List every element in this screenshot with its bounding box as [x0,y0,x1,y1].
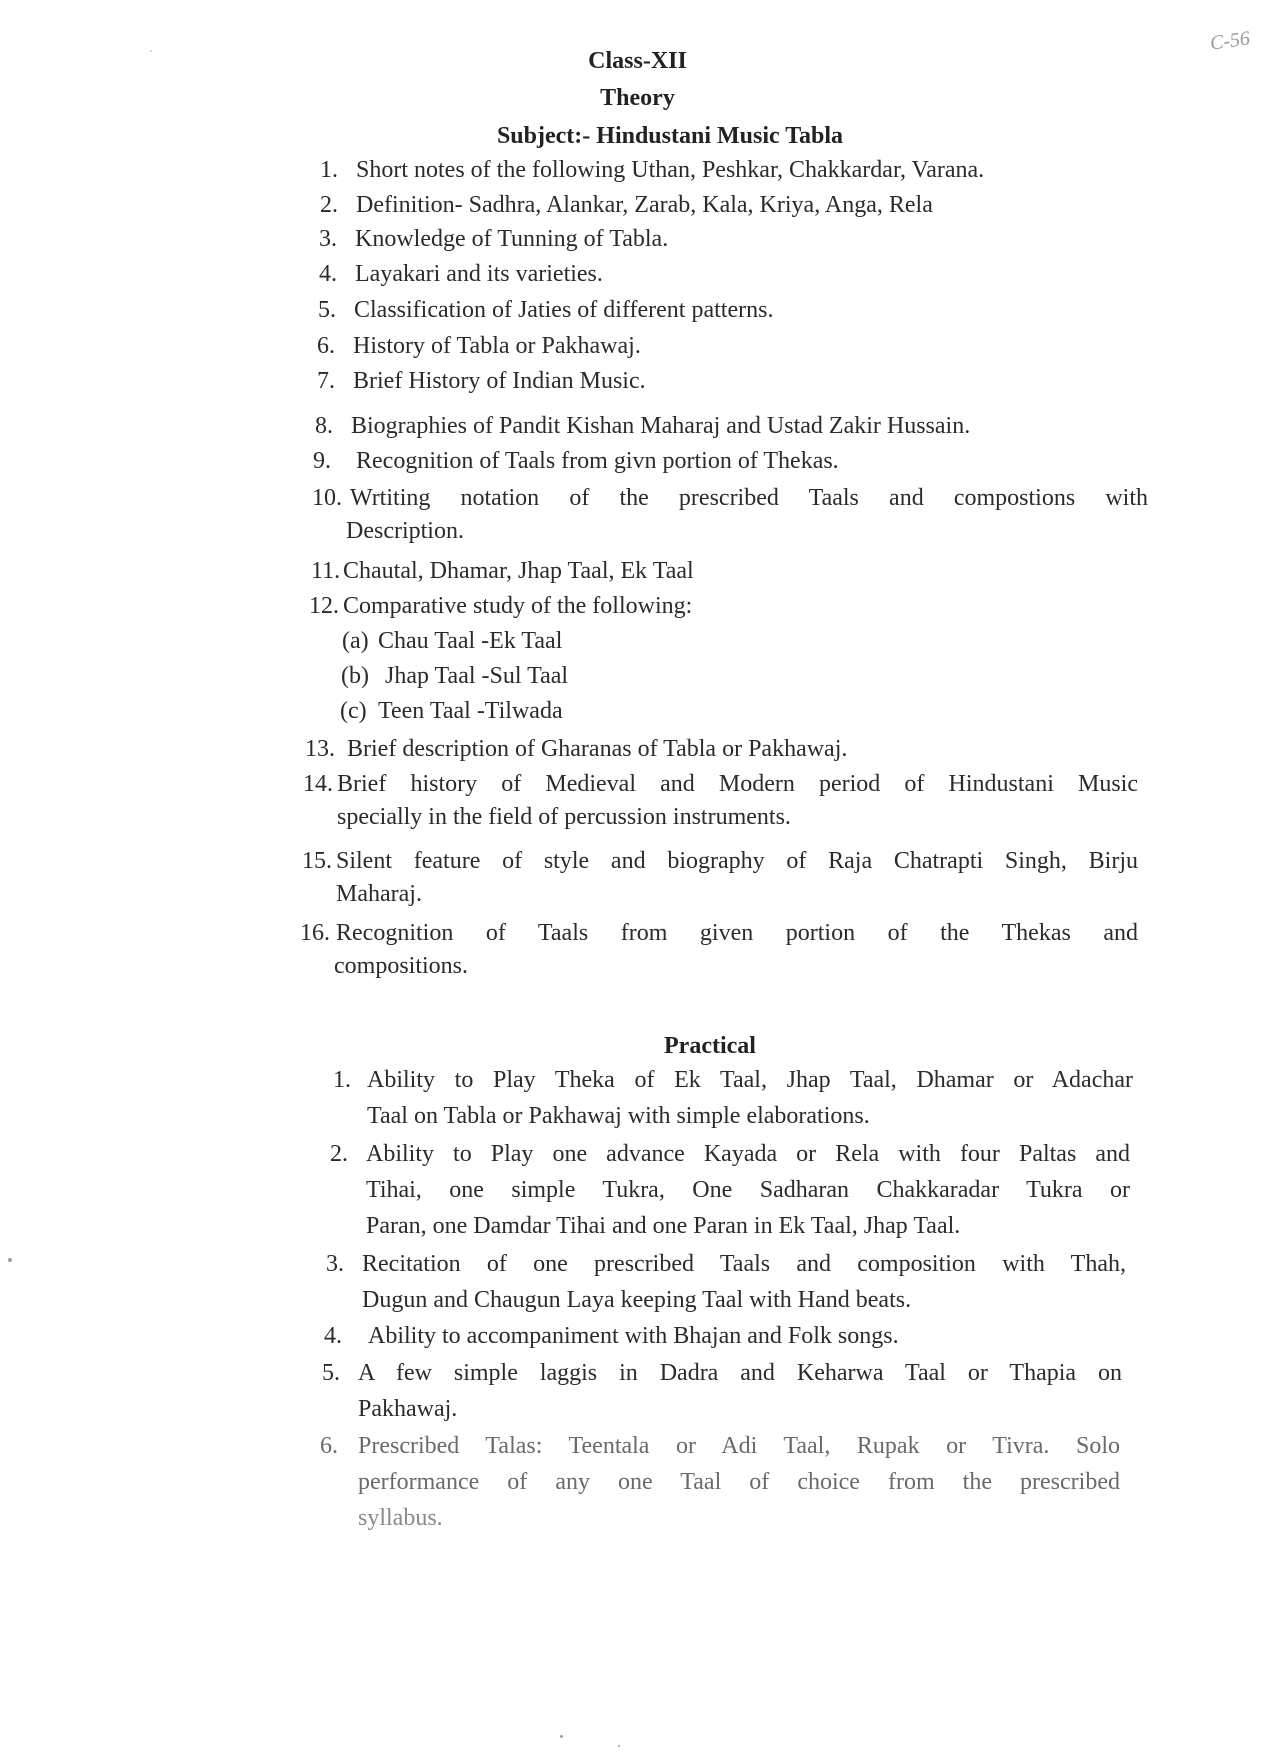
scan-speck [8,1258,12,1262]
item-text-line-1: Prescribed Talas: Teentala or Adi Taal, Rupak or Tivra. Solo [358,1433,1120,1459]
list-item [303,768,1138,838]
item-text: Comparative study of the following: [343,593,693,619]
item-number: 4. [319,261,337,287]
item-number: 12. [309,593,339,619]
list-item [319,223,1099,256]
list-item [311,555,1091,588]
item-number: 3. [319,226,337,252]
item-number: 15. [302,848,332,874]
list-item [320,1430,1120,1540]
list-item [300,917,1138,987]
item-number: 6. [317,333,335,359]
list-item [313,445,1113,478]
item-text-line-2: compositions. [334,953,469,979]
item-number: 9. [313,448,331,474]
item-number: 4. [324,1323,342,1349]
subject-heading: Subject:- Hindustani Music Tabla [496,123,844,149]
sub-item-label: (a) [342,628,369,654]
item-text: Recognition of Taals from givn portion of Thekas. [356,448,839,474]
list-item [318,294,1098,327]
list-item [312,482,1150,552]
item-text: Short notes of the following Uthan, Peshkar, Chakkardar, Varana. [356,157,985,183]
list-item [333,1064,1133,1134]
item-number: 2. [330,1141,348,1167]
sub-item-label: (b) [341,663,369,689]
list-item [319,258,1099,291]
item-text-line-1: Brief history of Medieval and Modern period of Hindustani Music [337,771,1138,797]
item-number: 11. [311,558,341,584]
item-text: Knowledge of Tunning of Tabla. [355,226,669,252]
item-text-line-3: Paran, one Damdar Tihai and one Paran in Ek Taal, Jhap Taal. [366,1213,961,1239]
item-text-line-1: A few simple laggis in Dadra and Keharwa Taal or Thapia on [358,1360,1122,1386]
item-text-line-2: Maharaj. [336,881,422,907]
list-item [320,154,1100,187]
sub-item-text: Jhap Taal -Sul Taal [385,663,569,689]
item-text-line-3: syllabus. [358,1505,443,1531]
list-item [320,189,1100,222]
list-item [315,410,1115,443]
item-number: 14. [303,771,333,797]
item-number: 1. [333,1067,351,1093]
item-text: Layakari and its varieties. [355,261,603,287]
scan-speck [560,1735,563,1738]
item-text-line-2: Description. [346,518,464,544]
sub-list-item [340,695,740,728]
item-text-line-2: Dugun and Chaugun Laya keeping Taal with Hand beats. [362,1287,912,1313]
corner-handwritten-mark: C-56 [1208,27,1252,55]
list-item [326,1248,1126,1318]
item-text: Brief description of Gharanas of Tabla or Pakhawaj. [347,736,848,762]
list-item [309,590,1089,623]
item-text-line-2: specially in the field of percussion instruments. [337,804,791,830]
list-item [317,330,1097,363]
item-number: 2. [320,192,338,218]
item-number: 6. [320,1433,338,1459]
item-text-line-1: Silent feature of style and biography of Raja Chatrapti Singh, Birju [336,848,1138,874]
item-text-line-2: performance of any one Taal of choice from the prescribed [358,1469,1120,1495]
item-text-line-1: Ability to Play one advance Kayada or Rela with four Paltas and [366,1141,1130,1167]
item-text: Definition- Sadhra, Alankar, Zarab, Kala, Kriya, Anga, Rela [356,192,933,218]
item-text: Classification of Jaties of different patterns. [354,297,774,323]
item-number: 5. [318,297,336,323]
item-number: 3. [326,1251,344,1277]
practical-heading: Practical [664,1033,756,1059]
item-number: 5. [322,1360,340,1386]
item-text-line-2: Taal on Tabla or Pakhawaj with simple elaborations. [367,1103,870,1129]
list-item [317,365,1097,398]
item-number: 10. [312,485,342,511]
list-item [305,733,1105,766]
item-text: Biographies of Pandit Kishan Maharaj and Ustad Zakir Hussain. [351,413,971,439]
item-text: Chautal, Dhamar, Jhap Taal, Ek Taal [343,558,694,584]
sub-item-label: (c) [340,698,367,724]
sub-item-text: Teen Taal -Tilwada [378,698,563,724]
theory-heading: Theory [600,85,675,111]
item-number: 16. [300,920,330,946]
scan-speck [618,1745,620,1747]
item-text-line-1: Wrtiting notation of the prescribed Taals and compostions with [350,485,1148,511]
sub-list-item [342,625,742,658]
item-number: 1. [320,157,338,183]
item-number: 13. [305,736,335,762]
class-heading: Class-XII [588,48,687,74]
list-item [324,1320,1124,1353]
item-number: 7. [317,368,335,394]
item-text: Brief History of Indian Music. [353,368,646,394]
item-text-line-1: Recitation of one prescribed Taals and composition with Thah, [362,1251,1126,1277]
item-text-line-1: Recognition of Taals from given portion of the Thekas and [336,920,1138,946]
item-number: 8. [315,413,333,439]
list-item [330,1138,1130,1248]
item-text: Ability to accompaniment with Bhajan and Folk songs. [368,1323,899,1349]
list-item [302,845,1138,915]
item-text-line-2: Tihai, one simple Tukra, One Sadharan Chakkaradar Tukra or [366,1177,1130,1203]
item-text: History of Tabla or Pakhawaj. [353,333,641,359]
item-text-line-2: Pakhawaj. [358,1396,458,1422]
sub-list-item [341,660,741,693]
list-item [322,1357,1122,1427]
item-text-line-1: Ability to Play Theka of Ek Taal, Jhap Taal, Dhamar or Adachar [367,1067,1133,1093]
sub-item-text: Chau Taal -Ek Taal [378,628,563,654]
